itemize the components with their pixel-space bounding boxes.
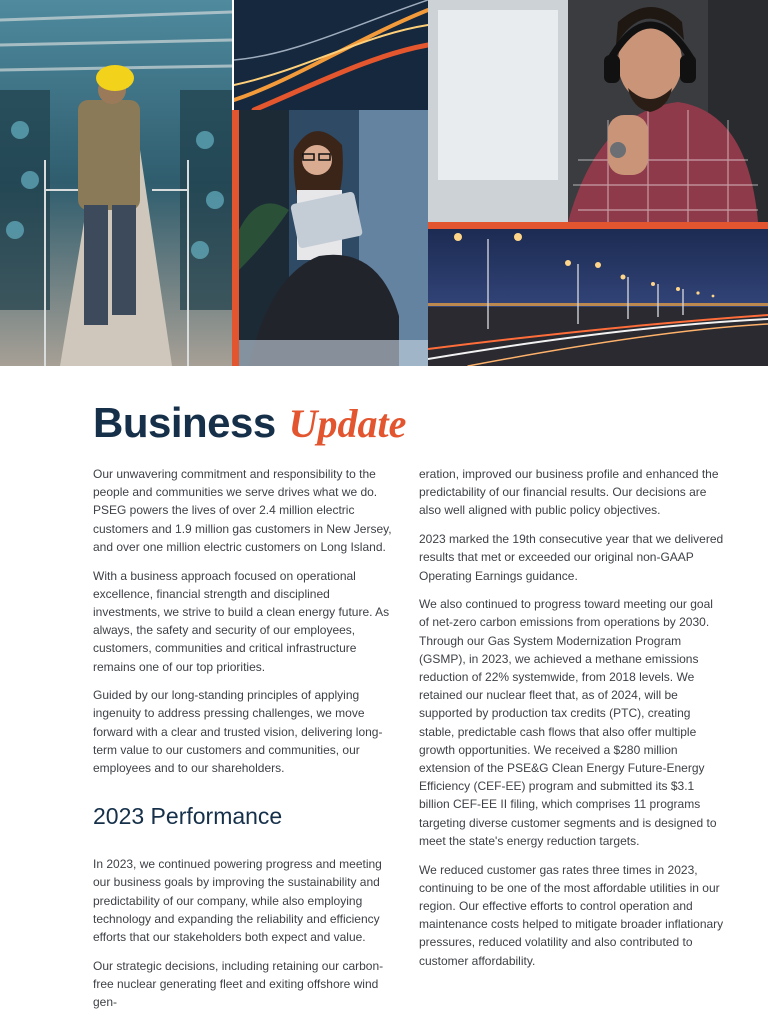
title-word-business: Business (93, 399, 276, 446)
body-paragraph: Our strategic decisions, including retaining our carbon-free nuclear generating fleet and exiting offshore wind gen- (93, 958, 384, 1010)
woman-tablet-photo (239, 110, 428, 366)
photo-collage (0, 0, 768, 366)
accent-bar (232, 110, 239, 366)
body-paragraph: Guided by our long-standing principles of applying ingenuity to address pressing challenges, we move forward with a clear and trusted vision, delivering long-term value to our customers and communities, our employees and to our shareholders. (93, 688, 383, 776)
worker-photo (0, 0, 232, 366)
section-subheading: 2023 Performance (93, 803, 283, 830)
body-paragraph: Our unwavering commitment and responsibility to the people and communities we serve drives what we do. PSEG powers the lives of over 2.4 million electric customers and 1.9 million gas customers in New Jersey, and over one million electric customers on Long Island. (93, 467, 392, 554)
body-paragraph: 2023 marked the 19th consecutive year that we delivered results that met or exceeded our original non-GAAP Operating Earnings guidance. (419, 532, 724, 583)
highway-night-photo (428, 229, 768, 366)
title-word-update: Update (288, 401, 407, 446)
body-paragraph: eration, improved our business profile and enhanced the predictability of our financial results. Our decisions are also well aligned with public policy objectives. (419, 467, 719, 518)
man-headphones-photo (428, 0, 768, 222)
accent-bar (428, 222, 768, 229)
light-trails-photo (234, 0, 428, 110)
left-text-column (93, 465, 395, 1022)
page-title (93, 399, 407, 446)
body-paragraph: With a business approach focused on operational excellence, financial strength and disciplined investments, we strive to build a clean energy future. As always, the safety and security of our employees, customers, communities and critical infrastructure remains one of our top priorities. (93, 568, 390, 674)
body-paragraph: We reduced customer gas rates three times in 2023, continuing to be one of the most affordable utilities in our region. Our effective efforts to control operation and maintenance costs helped to mitigate broader inflationary pressures, reduced volatility and also contributed to customer affordability. (419, 862, 724, 968)
body-paragraph: We also continued to progress toward meeting our goal of net-zero carbon emissions from operations by 2030. Through our Gas System Modernization Program (GSMP), in 2023, we achieved a methane emissions reduction of 22% systemwide, from 2018 levels. We retained our nuclear fleet that, as of 2024, will be supported by production tax credits (PTC), creating stable, predictable cash flows that also offer multiple growth opportunities. We received a $280 million extension of the PSE&G Clean Energy Future-Energy Efficiency (CEF-EE) program and submitted its $3.1 billion CEF-EE II filing, which comprises 11 programs targeting diverse customer segments and is designed to meet the state's energy reduction targets. (419, 597, 717, 848)
right-text-column (419, 465, 724, 980)
body-paragraph: In 2023, we continued powering progress and meeting our business goals by improving the sustainability and predictability of our company, while also employing technology and expanding the reliability and efficiency efforts that our stakeholders both expect and value. (93, 857, 382, 945)
